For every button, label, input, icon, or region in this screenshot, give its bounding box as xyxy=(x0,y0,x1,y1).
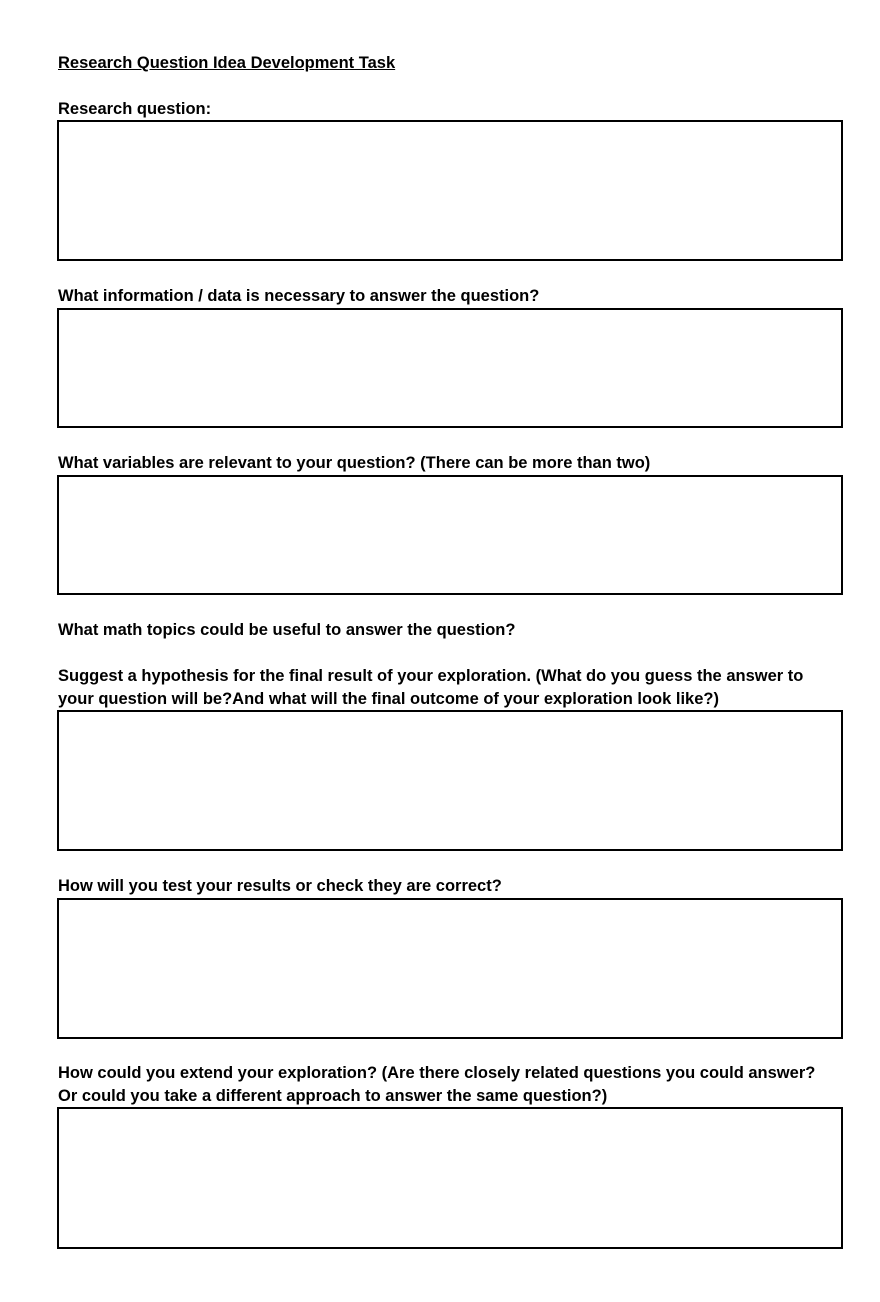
answer-box-research-question[interactable] xyxy=(57,120,843,261)
question-label-information-data: What information / data is necessary to answer the question? xyxy=(58,287,540,305)
document-title: Research Question Idea Development Task xyxy=(58,54,396,72)
answer-box-test-results[interactable] xyxy=(57,898,843,1039)
question-label-research-question: Research question: xyxy=(58,100,212,118)
question-label-test-results: How will you test your results or check they are correct? xyxy=(58,877,502,895)
question-label-variables: What variables are relevant to your question? (There can be more than two) xyxy=(58,454,651,472)
question-label-extend-exploration: How could you extend your exploration? (Are there closely related questions you could answer? Or could you take a different approach to answer the same question?) xyxy=(58,1064,816,1105)
answer-box-information-data[interactable] xyxy=(57,308,843,428)
answer-box-extend-exploration[interactable] xyxy=(57,1107,843,1249)
answer-box-hypothesis[interactable] xyxy=(57,710,843,851)
question-label-math-topics: What math topics could be useful to answer the question? xyxy=(58,621,516,639)
answer-box-variables[interactable] xyxy=(57,475,843,595)
question-label-hypothesis: Suggest a hypothesis for the final result of your exploration. (What do you guess the answer to your question will be?And what will the final outcome of your exploration look like?) xyxy=(58,667,804,708)
